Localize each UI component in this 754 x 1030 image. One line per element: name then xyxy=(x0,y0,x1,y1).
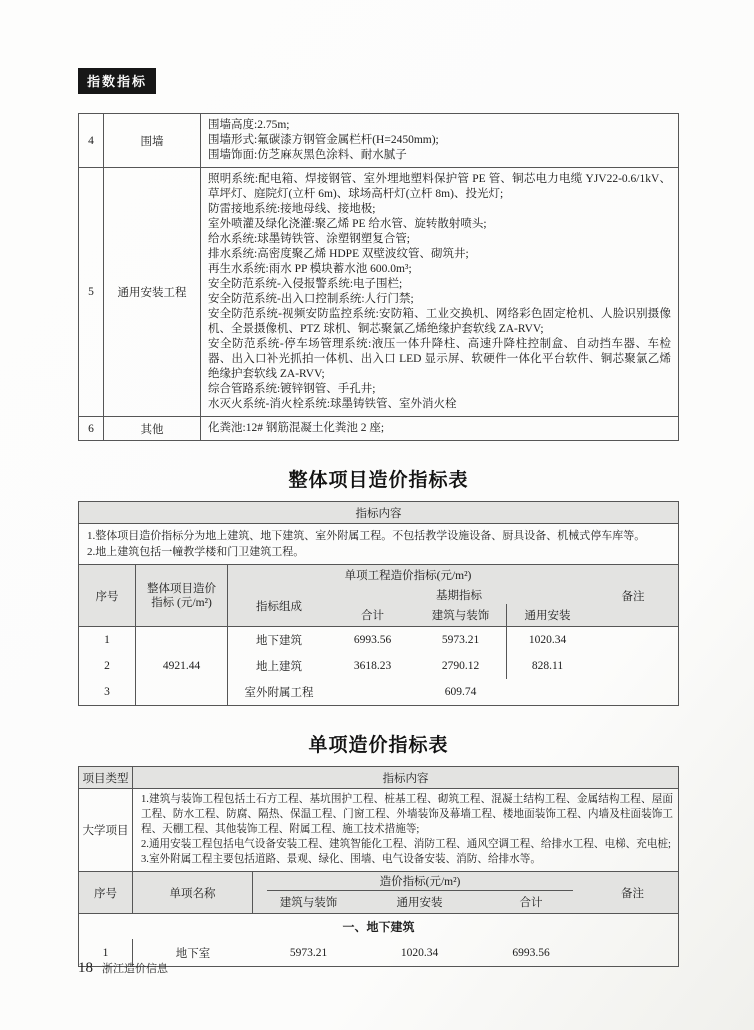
journal-name: 浙江造价信息 xyxy=(102,963,168,975)
header-cost-index-group xyxy=(253,872,587,913)
spec-content-line: 安全防范系统-停车场管理系统:液压一体升降柱、高速升降柱控制盒、自动挡车器、车检器、出入口补光抓拍一体机、出入口 LED 显示屏、软硬件一体化平台软件、铜芯聚氯乙烯绝缘护套软线 ZA-RVV; xyxy=(208,338,671,380)
header-base-group xyxy=(330,585,588,626)
table-row xyxy=(79,679,678,705)
spec-content-line: 围墙形式:氟碳漆方钢管金属栏杆(H=2450mm); xyxy=(208,134,439,146)
spec-content-line: 安全防范系统-视频安防监控系统:安防箱、工业交换机、网络彩色固定枪机、人脸识别摄像机、全景摄像机、PTZ 球机、铜芯聚氯乙烯绝缘护套软线 ZA-RVV; xyxy=(208,308,671,335)
note-line: 3.室外附属工程主要包括道路、景观、绿化、围墙、电气设备安装、消防、给排水等。 xyxy=(141,854,541,865)
spec-content-line: 水灭火系统-消火栓系统:球墨铸铁管、室外消火栓 xyxy=(208,398,457,410)
spec-content-line: 安全防范系统-入侵报警系统:电子围栏; xyxy=(208,278,403,290)
row-installation: 828.11 xyxy=(506,653,588,679)
note-line: 1.建筑与装饰工程包括土石方工程、基坑围护工程、桩基工程、砌筑工程、混凝土结构工程、金属结构工程、屋面工程、防水工程、防腐、隔热、保温工程、门窗工程、外墙装饰及幕墙工程、楼地面装饰工程、内墙及柱面装饰工程、天棚工程、其他装饰工程、附属工程、施工技术措施等; xyxy=(141,794,673,835)
spec-content-line: 给水系统:球墨铸铁管、涂塑钢塑复合管; xyxy=(208,233,410,245)
overall-table-notes xyxy=(79,524,678,565)
header-remark: 备注 xyxy=(621,590,645,603)
spec-content-line: 防雷接地系统:接地母线、接地极; xyxy=(208,203,376,215)
spec-row-category: 围墙 xyxy=(104,114,201,167)
header-unit-group xyxy=(228,565,678,626)
spec-row-content xyxy=(201,114,678,167)
content-header-cell: 指标内容 xyxy=(79,502,678,524)
row-item-name: 地下室 xyxy=(175,947,211,960)
header-installation: 通用安装 xyxy=(506,604,588,626)
section-header-underground: 一、地下建筑 xyxy=(342,920,415,934)
header-remark: 备注 xyxy=(621,887,644,900)
row-overall-value xyxy=(136,627,228,653)
row-total: 6993.56 xyxy=(353,634,392,646)
table-row xyxy=(79,939,678,966)
spec-content-line: 照明系统:配电箱、焊接钢管、室外埋地塑料保护管 PE 管、铜芯电力电缆 YJV22-0.6/1kV、草坪灯、庭院灯(立杆 6m)、球场高杆灯(立杆 8m)、投光灯; xyxy=(208,173,671,200)
row-composition: 地下建筑 xyxy=(256,635,302,647)
header-cost-index-label: 造价指标(元/m²) xyxy=(267,872,573,891)
header-lower xyxy=(228,585,588,626)
row-construction: 5973.21 xyxy=(441,634,480,646)
page-footer xyxy=(78,960,168,977)
row-construction: 609.74 xyxy=(444,686,477,698)
spec-content-line: 化粪池:12# 钢筋混凝土化粪池 2 座; xyxy=(208,422,385,434)
header-item-name: 单项名称 xyxy=(133,872,253,913)
row-composition: 室外附属工程 xyxy=(244,687,314,699)
header-total: 合计 xyxy=(361,610,384,622)
unit-cost-table xyxy=(78,766,679,967)
unit-table-content xyxy=(79,789,678,872)
spec-content-line: 围墙饰面:仿芝麻灰黑色涂料、耐水腻子 xyxy=(208,149,407,161)
overall-index-value: 4921.44 xyxy=(136,653,228,679)
header-cost-subcolumns xyxy=(253,891,587,913)
row-installation xyxy=(506,679,588,705)
overall-table-title: 整体项目造价指标表 xyxy=(288,470,469,491)
header-unit-index: 单项工程造价指标(元/m²) xyxy=(344,570,472,582)
overall-table-header xyxy=(79,565,678,627)
header-composition: 指标组成 xyxy=(256,600,302,613)
header-unit-columns xyxy=(228,565,588,626)
spec-row-other xyxy=(79,417,678,440)
row-remark xyxy=(587,939,678,966)
header-content: 指标内容 xyxy=(382,772,429,785)
row-no: 1 xyxy=(79,939,133,966)
row-total: 6993.56 xyxy=(512,946,550,959)
spec-content-line: 再生水系统:雨水 PP 模块蓄水池 600.0m³; xyxy=(208,263,412,275)
note-line: 2.通用安装工程包括电气设备安装工程、建筑智能化工程、消防工程、通风空调工程、给排水工程、电梯、充电桩; xyxy=(141,839,671,850)
row-no: 3 xyxy=(79,679,136,705)
spec-content-line: 围墙高度:2.75m; xyxy=(208,119,290,131)
header-overall-index: 整体项目造价指标 (元/m²) xyxy=(136,565,228,626)
unit-table-top-header xyxy=(79,767,678,789)
overall-cost-table xyxy=(78,501,679,706)
header-no: 序号 xyxy=(79,872,133,913)
row-remark xyxy=(588,679,678,705)
spec-row-number: 6 xyxy=(79,417,104,440)
header-total: 合计 xyxy=(519,897,543,909)
spec-content-line: 室外喷灌及绿化浇灌:聚乙烯 PE 给水管、旋转散射喷头; xyxy=(208,218,487,230)
section-badge: 指数指标 xyxy=(78,68,156,94)
row-no: 2 xyxy=(79,653,136,679)
header-project-type: 项目类型 xyxy=(79,767,133,788)
header-cost-index xyxy=(253,872,587,891)
spec-row-content xyxy=(201,417,678,440)
row-composition: 地上建筑 xyxy=(256,661,302,673)
row-remark xyxy=(588,627,678,653)
spec-row-category: 其他 xyxy=(104,417,201,440)
table-row xyxy=(79,627,678,653)
table-row xyxy=(79,653,678,679)
row-total xyxy=(330,679,415,705)
note-line: 1.整体项目造价指标分为地上建筑、地下建筑、室外附属工程。不包括教学设施设备、厨具设备、机械式停车库等。 xyxy=(87,530,646,542)
unit-table-title: 单项造价指标表 xyxy=(308,735,449,756)
header-base-period: 基期指标 xyxy=(436,589,482,602)
header-construction: 建筑与装饰 xyxy=(279,897,338,909)
row-remark xyxy=(588,653,678,679)
spec-row-installation xyxy=(79,168,678,417)
spec-row-number: 4 xyxy=(79,114,104,167)
row-total: 3618.23 xyxy=(353,660,392,672)
page-content xyxy=(78,68,679,967)
row-construction: 5973.21 xyxy=(289,946,328,959)
header-construction: 建筑与装饰 xyxy=(431,610,490,622)
row-installation: 1020.34 xyxy=(400,946,439,959)
unit-table-header xyxy=(79,872,678,914)
overall-table-body xyxy=(79,627,678,705)
spec-row-number: 5 xyxy=(79,168,104,416)
project-type-value: 大学项目 xyxy=(79,789,133,871)
index-spec-table xyxy=(78,113,679,441)
spec-row-category: 通用安装工程 xyxy=(104,168,201,416)
row-overall-value xyxy=(136,679,228,705)
page-number: 18 xyxy=(78,960,93,976)
spec-content-line: 综合管路系统:镀锌钢管、手孔井; xyxy=(208,383,376,395)
note-line: 2.地上建筑包括一幢教学楼和门卫建筑工程。 xyxy=(87,546,305,558)
row-no: 1 xyxy=(79,627,136,653)
spec-content-line: 安全防范系统-出入口控制系统:人行门禁; xyxy=(208,293,414,305)
header-sub-columns xyxy=(330,604,588,626)
header-no: 序号 xyxy=(79,565,136,626)
row-construction: 2790.12 xyxy=(441,660,480,672)
header-installation: 通用安装 xyxy=(396,897,443,909)
row-installation: 1020.34 xyxy=(506,627,588,653)
spec-row-content xyxy=(201,168,678,416)
spec-content-line: 排水系统:高密度聚乙烯 HDPE 双壁波纹管、砌筑井; xyxy=(208,248,469,260)
spec-row-fence xyxy=(79,114,678,168)
unit-content-notes xyxy=(133,789,678,871)
